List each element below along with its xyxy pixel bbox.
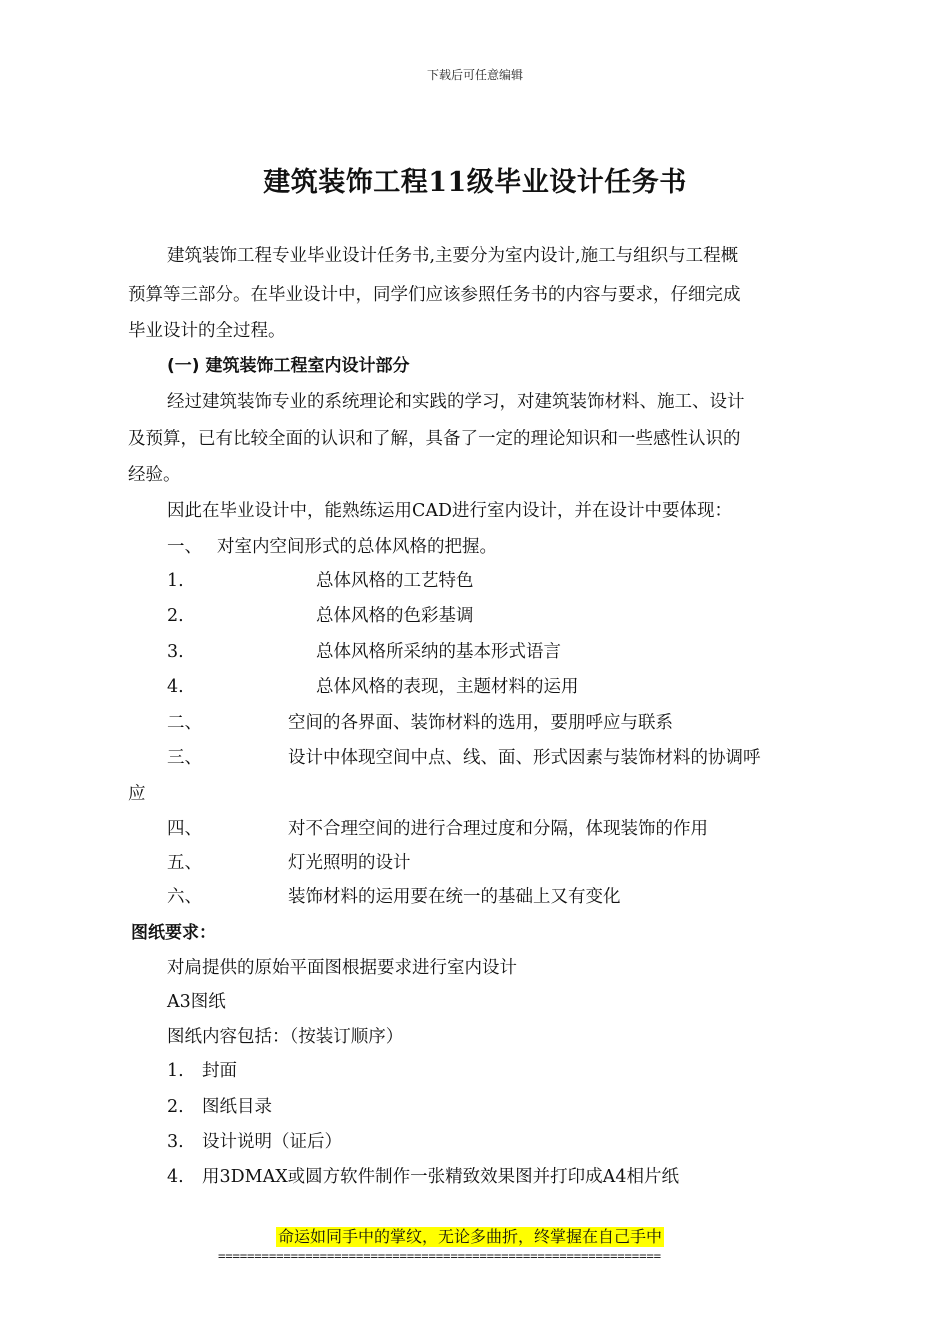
item-six-text: 装饰材料的运用要在统一的基础上又有变化 <box>288 887 621 907</box>
drawing-line: 对扃提供的原始平面图根据要求进行室内设计 <box>167 958 517 978</box>
drawing-item-text: 设计说明（证后） <box>202 1132 342 1152</box>
item-three-text: 设计中体现空间中点、线、面、形式因素与装饰材料的协调呼 <box>288 748 761 768</box>
drawing-heading: 图纸要求： <box>131 923 216 943</box>
sub-item-marker: 1. <box>167 571 184 591</box>
para2-line-1: 经过建筑装饰专业的系统理论和实践的学习，对建筑装饰材料、施工、设计 <box>167 392 745 412</box>
footer-quote: 命运如同手中的掌纹，无论多曲折，终掌握在自己手中 <box>278 1227 663 1246</box>
item-two-text: 空间的各界面、装饰材料的选用，要朋呼应与联系 <box>288 713 673 733</box>
item-five-text: 灯光照明的设计 <box>288 853 411 873</box>
sub-item-text: 总体风格的工艺特色 <box>316 571 474 591</box>
drawing-item-marker: 1. <box>167 1061 184 1081</box>
sub-item-text: 总体风格所采纳的基本形式语言 <box>316 642 561 662</box>
drawing-item-marker: 3. <box>167 1132 184 1152</box>
item-one-text: 对室内空间形式的总体风格的把握。 <box>217 537 497 557</box>
drawing-item-text: 用3DMAX或圆方软件制作一张精致效果图并打印成A4相片纸 <box>202 1167 679 1187</box>
intro-line-1: 建筑装饰工程专业毕业设计任务书,主要分为室内设计,施工与组织与工程概 <box>167 246 739 266</box>
sub-item-text: 总体风格的表现，主题材料的运用 <box>316 677 579 697</box>
document-title: 建筑装饰工程11级毕业设计任务书 <box>263 167 687 198</box>
para2-line-3: 经验。 <box>128 465 181 485</box>
drawing-item-marker: 4. <box>167 1167 184 1187</box>
item-two-marker: 二、 <box>167 713 202 733</box>
drawing-item-text: 封面 <box>202 1061 237 1081</box>
intro-line-3: 毕业设计的全过程。 <box>128 321 286 341</box>
item-three-wrap: 应 <box>128 784 146 804</box>
sub-item-marker: 3. <box>167 642 184 662</box>
para3: 因此在毕业设计中，能熟练运用CAD进行室内设计，并在设计中要体现： <box>167 501 733 521</box>
footer-rule: ============================================================= <box>218 1248 661 1263</box>
drawing-item-marker: 2. <box>167 1097 184 1117</box>
sub-item-marker: 2. <box>167 606 184 626</box>
item-four-text: 对不合理空间的进行合理过度和分隔，体现装饰的作用 <box>288 819 708 839</box>
item-six-marker: 六、 <box>167 887 202 907</box>
sub-item-text: 总体风格的色彩基调 <box>316 606 474 626</box>
item-five-marker: 五、 <box>167 853 202 873</box>
item-three-marker: 三、 <box>167 748 202 768</box>
drawing-item-text: 图纸目录 <box>202 1097 272 1117</box>
header-note: 下载后可任意编辑 <box>426 68 523 82</box>
drawing-line: A3图纸 <box>167 992 226 1012</box>
drawing-line: 图纸内容包括：（按装订顺序） <box>167 1027 404 1047</box>
intro-line-2: 预算等三部分。在毕业设计中，同学们应该参照任务书的内容与要求，仔细完成 <box>128 285 741 305</box>
sub-item-marker: 4. <box>167 677 184 697</box>
section1-heading: (一) 建筑装饰工程室内设计部分 <box>167 356 410 376</box>
item-one-marker: 一、 <box>167 537 202 557</box>
item-four-marker: 四、 <box>167 819 202 839</box>
para2-line-2: 及预算，已有比较全面的认识和了解，具备了一定的理论知识和一些感性认识的 <box>128 429 741 449</box>
